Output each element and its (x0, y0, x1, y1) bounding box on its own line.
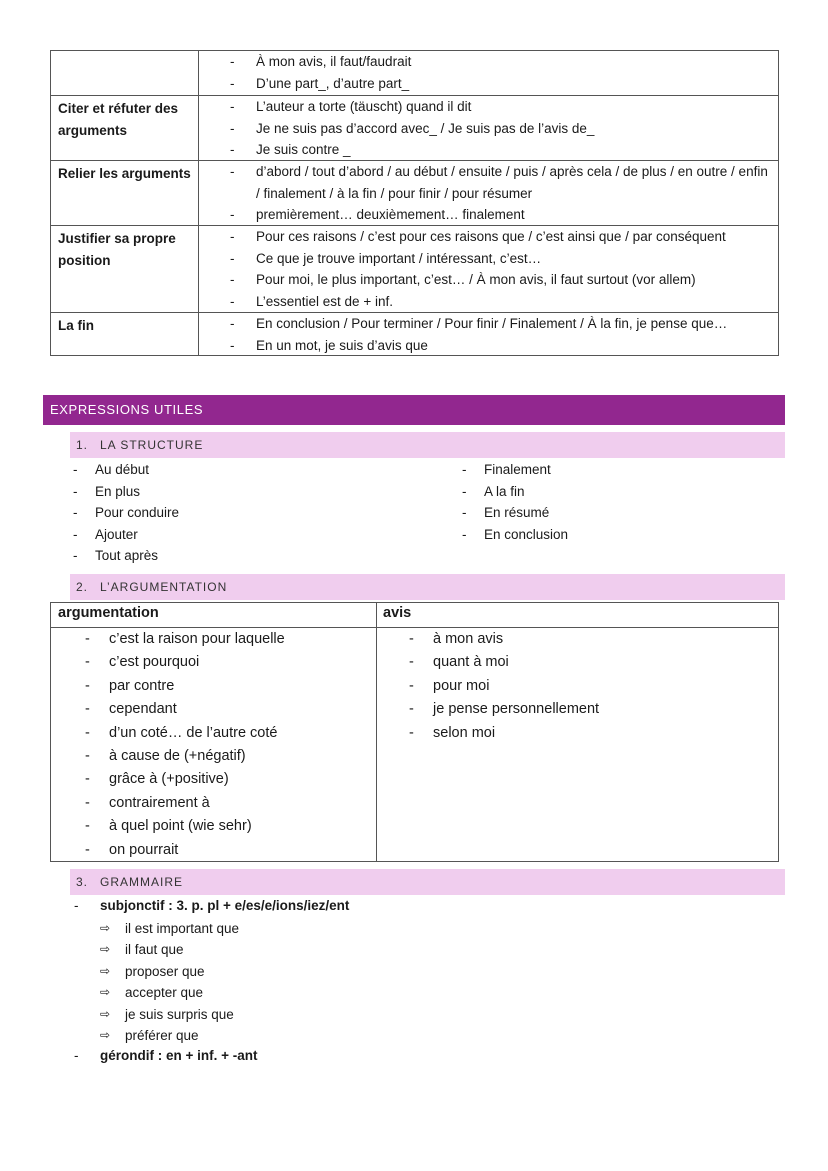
list-item: - c’est pourquoi (85, 651, 370, 674)
list-item: - je pense personnellement (409, 698, 769, 721)
subsection-header-structure (70, 432, 785, 458)
row-label: Citer et réfuter des arguments (58, 101, 179, 138)
list-item: ⇨ accepter que (100, 982, 239, 1003)
list-item: ⇨ préférer que (100, 1025, 239, 1046)
row-label: Relier les arguments (58, 166, 191, 181)
list-item: - Pour moi, le plus important, c’est… / À mon avis, il faut surtout (vor allem) (228, 269, 773, 291)
list-item: - cependant (85, 698, 370, 721)
table-header-row (51, 603, 778, 628)
list-item: - selon moi (409, 722, 769, 745)
subsection-header-grammaire (70, 869, 785, 895)
list-item: - c’est la raison pour laquelle (85, 628, 370, 651)
subsection-number: 3. (76, 875, 89, 889)
section-header: EXPRESSIONS UTILES (43, 395, 785, 425)
list-item: - à cause de (+négatif) (85, 745, 370, 768)
subsection-number: 1. (76, 438, 89, 452)
list-item: - d’un coté… de l’autre coté (85, 722, 370, 745)
row-label: La fin (58, 318, 94, 333)
table-row (51, 95, 778, 160)
list-item: - En un mot, je suis d’avis que (228, 335, 773, 357)
list-item: - Au début (68, 459, 418, 481)
list-item: - on pourrait (85, 839, 370, 862)
bullet-dash: - (74, 898, 79, 913)
column-header-avis: avis (383, 605, 412, 621)
subjonctif-list (100, 918, 239, 1046)
list-item: ⇨ il est important que (100, 918, 239, 939)
list-item: - D’une part_, d’autre part_ (228, 73, 773, 95)
list-item: ⇨ je suis surpris que (100, 1004, 239, 1025)
list-item: - En résumé (457, 502, 757, 524)
table-column-divider (376, 603, 377, 861)
list-item: - premièrement… deuxièmement… finalement (228, 204, 773, 226)
list-item: - Pour conduire (68, 502, 418, 524)
list-item: - L’auteur a torte (täuscht) quand il dit (228, 96, 773, 118)
list-item: - quant à moi (409, 651, 769, 674)
bullet-dash: - (74, 1048, 79, 1063)
list-item: - A la fin (457, 481, 757, 503)
avis-list (409, 628, 769, 745)
list-item: ⇨ il faut que (100, 939, 239, 960)
list-item: - L’essentiel est de + inf. (228, 291, 773, 313)
list-item: - En conclusion (457, 524, 757, 546)
expressions-table (50, 50, 779, 356)
structure-list-right (457, 459, 757, 545)
subsection-title: LA STRUCTURE (100, 438, 204, 452)
subsection-header-argumentation (70, 574, 785, 600)
table-row (51, 51, 778, 95)
subsection-title: L’ARGUMENTATION (100, 580, 228, 594)
list-item: - En conclusion / Pour terminer / Pour finir / Finalement / À la fin, je pense que… (228, 313, 773, 335)
list-item: - Je ne suis pas d’accord avec_ / Je suis pas de l’avis de_ (228, 118, 773, 140)
list-item: - Ajouter (68, 524, 418, 546)
list-item: - En plus (68, 481, 418, 503)
list-item: - Ce que je trouve important / intéressant, c’est… (228, 248, 773, 270)
column-header-argumentation: argumentation (58, 605, 159, 621)
subjonctif-rule: subjonctif : 3. p. pl + e/es/e/ions/iez/ent (100, 898, 350, 913)
subsection-title: GRAMMAIRE (100, 875, 184, 889)
list-item: - à quel point (wie sehr) (85, 815, 370, 838)
list-item: ⇨ proposer que (100, 961, 239, 982)
list-item: - d’abord / tout d’abord / au début / ensuite / puis / après cela / de plus / en outre / enfin / finalement / à la fin / pour finir / pour résumer (228, 161, 773, 204)
argumentation-list (85, 628, 370, 862)
gerondif-rule: gérondif : en + inf. + -ant (100, 1048, 258, 1063)
list-item: - pour moi (409, 675, 769, 698)
list-item: - Finalement (457, 459, 757, 481)
list-item: - Pour ces raisons / c’est pour ces raisons que / c’est ainsi que / par conséquent (228, 226, 773, 248)
list-item: - contrairement à (85, 792, 370, 815)
argumentation-table (50, 602, 779, 862)
table-row (51, 312, 778, 356)
table-row (51, 160, 778, 225)
list-item: - par contre (85, 675, 370, 698)
list-item: - Je suis contre _ (228, 139, 773, 161)
list-item: - à mon avis (409, 628, 769, 651)
list-item: - À mon avis, il faut/faudrait (228, 51, 773, 73)
subsection-number: 2. (76, 580, 89, 594)
list-item: - grâce à (+positive) (85, 768, 370, 791)
list-item: - Tout après (68, 545, 418, 567)
structure-list-left (68, 459, 418, 567)
row-label: Justifier sa propre position (58, 231, 176, 268)
table-row (51, 225, 778, 312)
